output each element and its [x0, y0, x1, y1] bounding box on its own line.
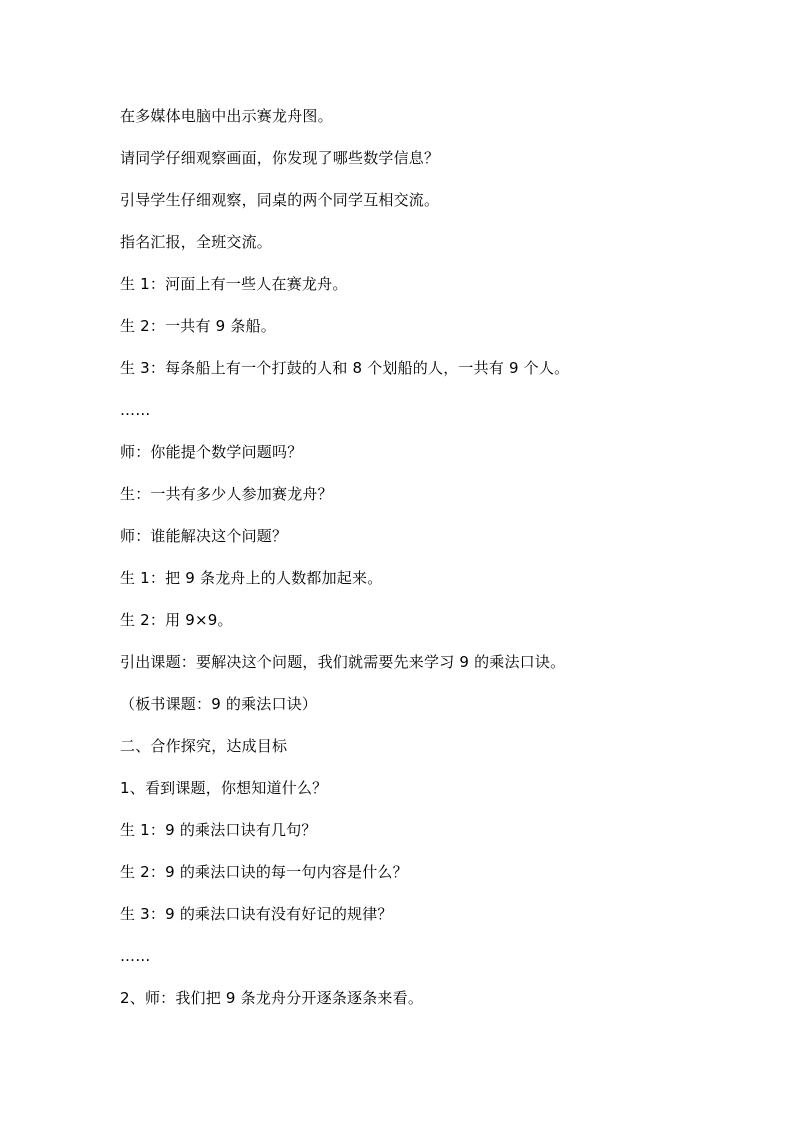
- text-line: 生 3：每条船上有一个打鼓的人和 8 个划船的人，一共有 9 个人。: [120, 359, 570, 377]
- text-line: 指名汇报，全班交流。: [120, 233, 273, 251]
- section-heading: 二、合作探究，达成目标: [120, 737, 288, 755]
- text-line: 师：谁能解决这个问题？: [120, 527, 288, 545]
- text-line: 生 2：用 9×9。: [120, 611, 233, 629]
- text-line: 生 1：把 9 条龙舟上的人数都加起来。: [120, 569, 383, 587]
- text-line: 生：一共有多少人参加赛龙舟？: [120, 485, 333, 503]
- text-line: 生 2：一共有 9 条船。: [120, 317, 276, 335]
- text-line: 引导学生仔细观察，同桌的两个同学互相交流。: [120, 191, 440, 209]
- text-line: 生 2：9 的乘法口诀的每一句内容是什么？: [120, 863, 408, 881]
- text-line: 1、看到课题，你想知道什么？: [120, 779, 328, 797]
- text-line: 引出课题：要解决这个问题，我们就需要先来学习 9 的乘法口诀。: [120, 653, 566, 671]
- text-line: 生 1：河面上有一些人在赛龙舟。: [120, 275, 348, 293]
- text-line: 请同学仔细观察画面，你发现了哪些数学信息？: [120, 149, 440, 167]
- ellipsis-line: ……: [120, 947, 151, 965]
- board-title-line: （板书课题：9 的乘法口诀）: [120, 695, 318, 713]
- document-body: [120, 104, 720, 1028]
- text-line: 师：你能提个数学问题吗？: [120, 443, 303, 461]
- text-line: 2、师：我们把 9 条龙舟分开逐条逐条来看。: [120, 989, 424, 1007]
- text-line: 在多媒体电脑中出示赛龙舟图。: [120, 107, 333, 125]
- text-line: 生 3：9 的乘法口诀有没有好记的规律？: [120, 905, 393, 923]
- ellipsis-line: ……: [120, 401, 151, 419]
- text-line: 生 1：9 的乘法口诀有几句？: [120, 821, 317, 839]
